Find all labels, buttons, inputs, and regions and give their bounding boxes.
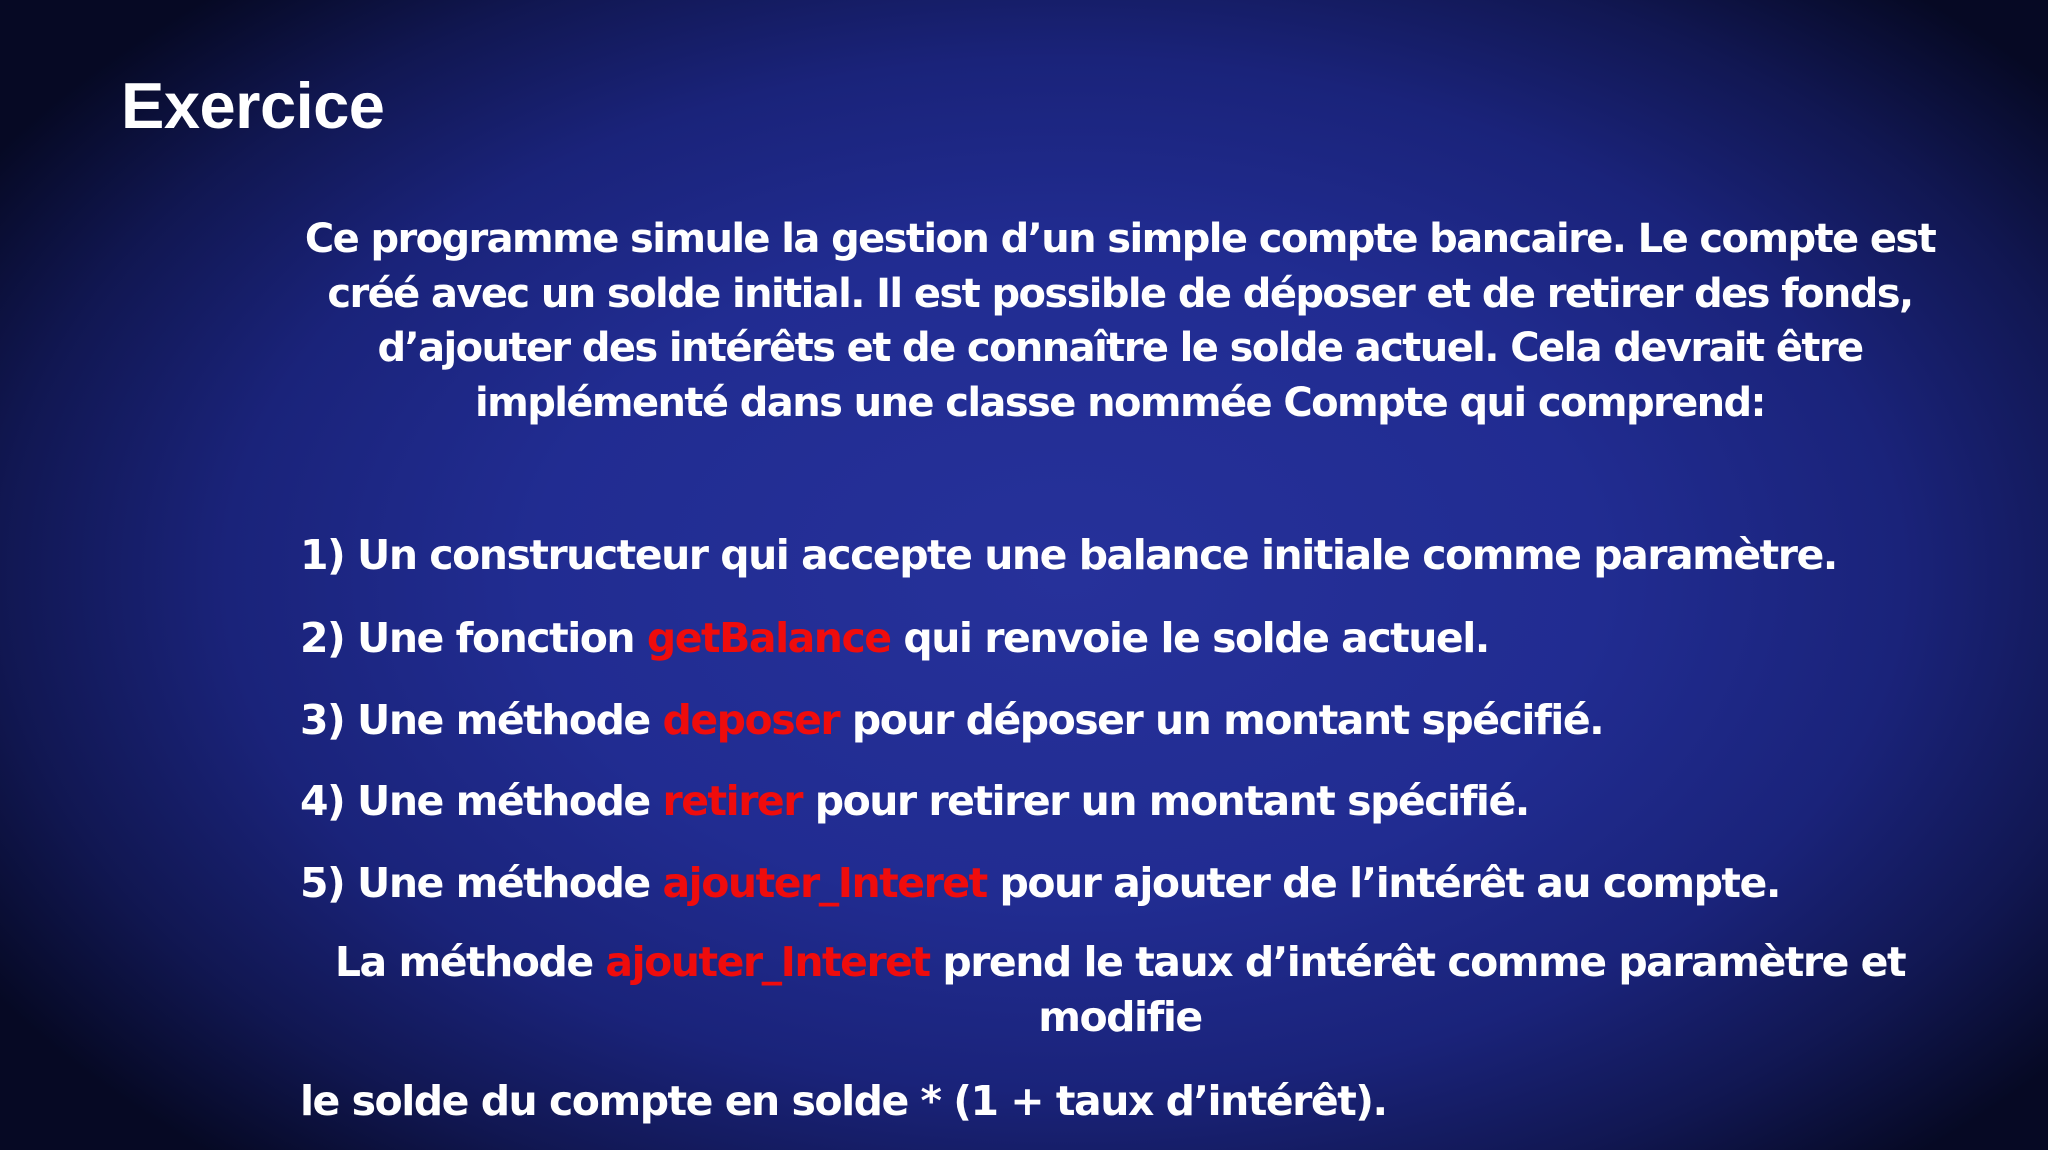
code-keyword-deposer: deposer: [662, 696, 840, 744]
note-paragraph: [300, 935, 1940, 1045]
list-item-text: pour ajouter de l’intérêt au compte.: [986, 859, 1780, 907]
list-item-ajouter-interet: [300, 855, 1780, 911]
intro-paragraph: Ce programme simule la gestion d’un simple compte bancaire. Le compte est créé avec un solde initial. Il est possible de déposer et de retirer des fonds, d’ajouter des intérêts et de connaître le solde actuel. Cela devrait être implémenté dans une classe nommée Compte qui comprend:: [304, 216, 1936, 426]
slide-title: Exercice: [121, 69, 385, 142]
list-item-deposer: [300, 692, 1603, 748]
list-item-text: pour déposer un montant spécifié.: [839, 696, 1604, 744]
code-keyword-ajouter-interet: ajouter_Interet: [662, 859, 987, 907]
list-item-getbalance: [300, 610, 1489, 666]
list-item-retirer: [300, 773, 1529, 829]
code-keyword-ajouter-interet: ajouter_Interet: [605, 938, 930, 986]
note-text: prend le taux d’intérêt comme paramètre et modifie: [929, 938, 1906, 1041]
list-item-text: qui renvoie le solde actuel.: [890, 614, 1489, 662]
note-last-line: le solde du compte en solde * (1 + taux d’intérêt).: [300, 1077, 1387, 1125]
code-keyword-getbalance: getBalance: [646, 614, 891, 662]
list-item-text: 4) Une méthode: [300, 777, 663, 825]
list-item-constructor: [300, 527, 1837, 583]
list-item-text: 5) Une méthode: [300, 859, 663, 907]
list-item-text: 1) Un constructeur qui accepte une balance initiale comme paramètre.: [300, 531, 1837, 579]
list-item-text: 3) Une méthode: [300, 696, 663, 744]
list-item-text: 2) Une fonction: [300, 614, 647, 662]
note-text: La méthode: [334, 938, 606, 986]
list-item-text: pour retirer un montant spécifié.: [801, 777, 1529, 825]
code-keyword-retirer: retirer: [662, 777, 802, 825]
